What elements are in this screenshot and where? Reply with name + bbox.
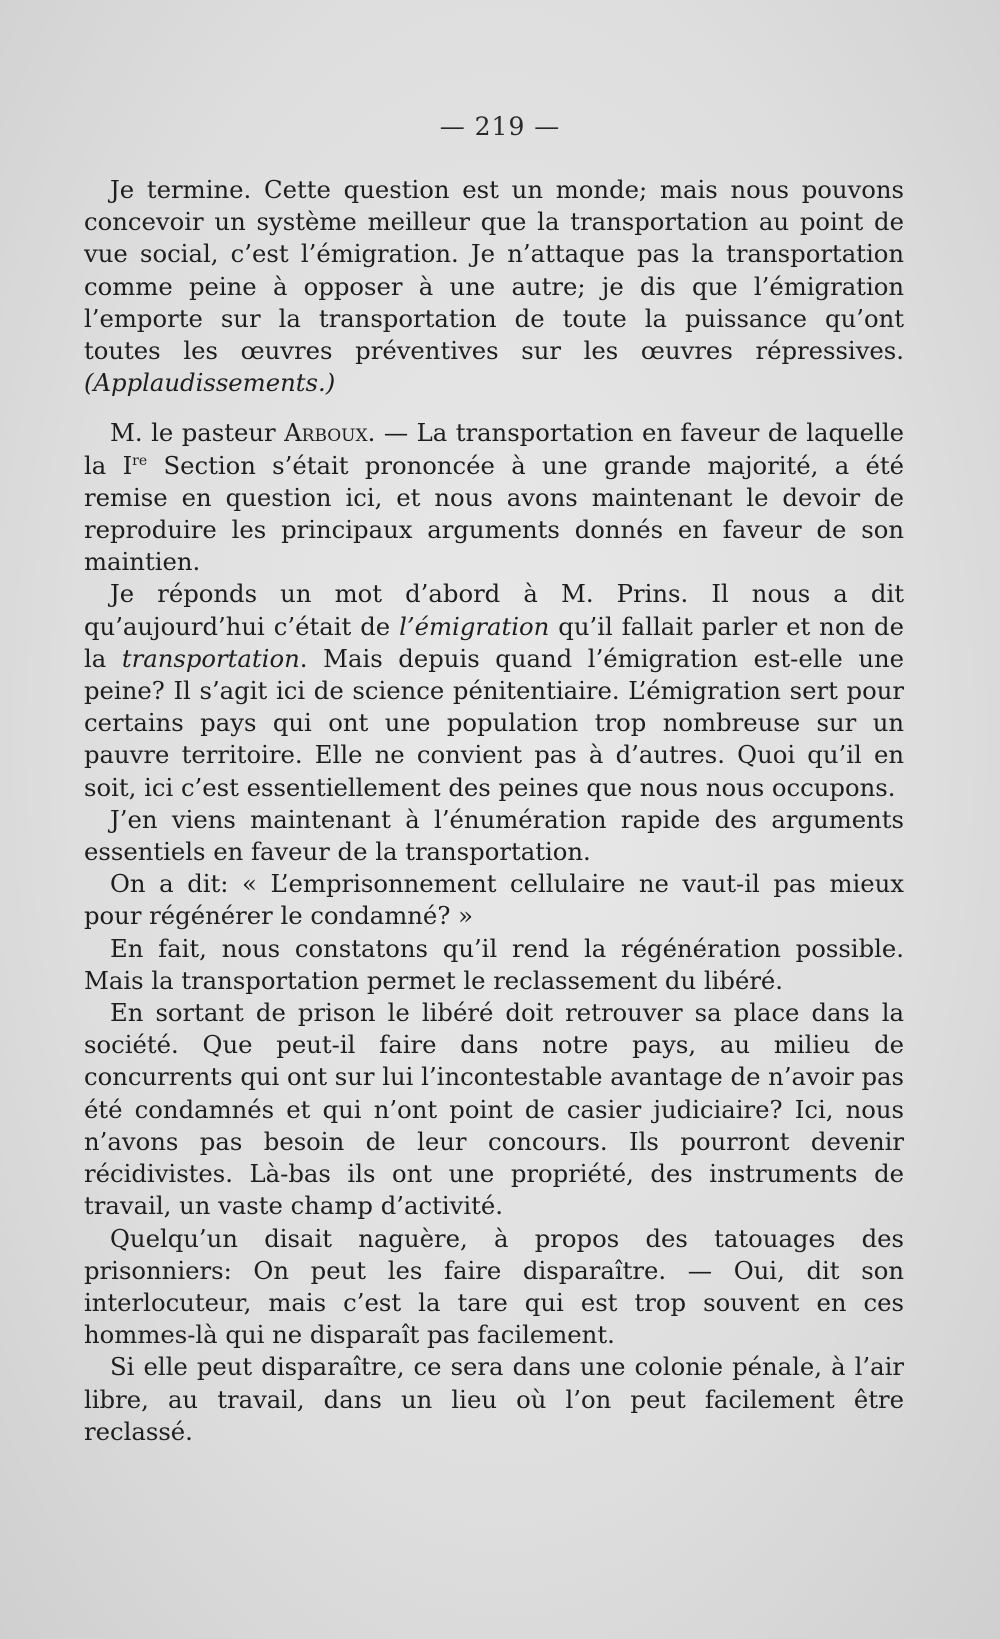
paragraph-1: [84, 174, 904, 399]
paragraph-2-lead: — La transportation en faveur de laquelle la: [84, 418, 904, 480]
paragraph-1-text: Je termine. Cette question est un monde; mais nous pouvons concevoir un système meilleur que la transportation au point de vue social, c’est l’émigration. Je n’attaque pas la transportation comme peine à opposer à une autre; je dis que l’émigration l’emporte sur la transportation de toute la puissance qu’ont toutes les œuvres préventives sur les œuvres répressives.: [84, 175, 904, 366]
paragraph-9: Si elle peut disparaître, ce sera dans une colonie pénale, à l’air libre, au travail, dans un lieu où l’on peut facilement être reclassé.: [84, 1352, 904, 1446]
emphasis-transportation: transportation: [121, 643, 300, 673]
applause-note: (Applaudissements.): [84, 368, 336, 398]
speaker-name: Arboux.: [284, 418, 376, 448]
section-numeral: I: [122, 450, 133, 480]
body-text: [84, 174, 904, 1448]
paragraph-4: J’en viens maintenant à l’énumération rapide des arguments essentiels en faveur de la transportation.: [84, 804, 904, 867]
paragraph-3-lead: Je réponds un mot d’abord à M. Prins. Il nous a dit qu’aujourd’hui c’était de: [84, 579, 904, 641]
paragraph-3-text: . Mais depuis quand l’émigration est-elle une peine? Il s’agit ici de science pénitentiaire. L’émigration sert pour certains pays qui ont une population trop nombreuse sur un pauvre territoire. Elle ne convient pas à d’autres. Quoi qu’il en soit, ici c’est essentiellement des peines que nous nous occupons.: [84, 643, 904, 802]
paragraph-8: Quelqu’un disait naguère, à propos des tatouages des prisonniers: On peut les faire disparaître. — Oui, dit son interlocuteur, mais c’est la tare qui est trop souvent en ces hommes-là qui ne disparaît pas facilement.: [84, 1223, 904, 1350]
section-superscript: re: [132, 452, 148, 469]
paragraph-3-mid: qu’il fallait parler et non de la: [84, 611, 904, 673]
paragraph-2: [84, 417, 904, 578]
paragraph-7: En sortant de prison le libéré doit retrouver sa place dans la société. Que peut-il faire dans notre pays, au milieu de concurrents qui ont sur lui l’incontestable avantage de n’avoir pas été condamnés et qui n’ont point de casier judiciaire? Ici, nous n’avons pas besoin de leur concours. Ils pourront devenir récidivistes. Là-bas ils ont une propriété, des instruments de travail, un vaste champ d’activité.: [84, 998, 904, 1221]
emphasis-emigration: l’émigration: [399, 611, 550, 641]
paragraph-2-text: Section s’était prononcée à une grande majorité, a été remise en question ici, et nous avons maintenant le devoir de reproduire les principaux arguments donnés en faveur de son maintien.: [84, 450, 904, 577]
page-number: — 219 —: [439, 112, 561, 141]
paragraph-6: En fait, nous constatons qu’il rend la régénération possible. Mais la transportation permet le reclassement du libéré.: [84, 933, 904, 995]
speaker-prefix: M. le pasteur: [110, 418, 276, 448]
paragraph-5: On a dit: « L’emprisonnement cellulaire ne vaut-il pas mieux pour régénérer le condamné? »: [84, 869, 904, 931]
paragraph-3: [84, 578, 904, 803]
